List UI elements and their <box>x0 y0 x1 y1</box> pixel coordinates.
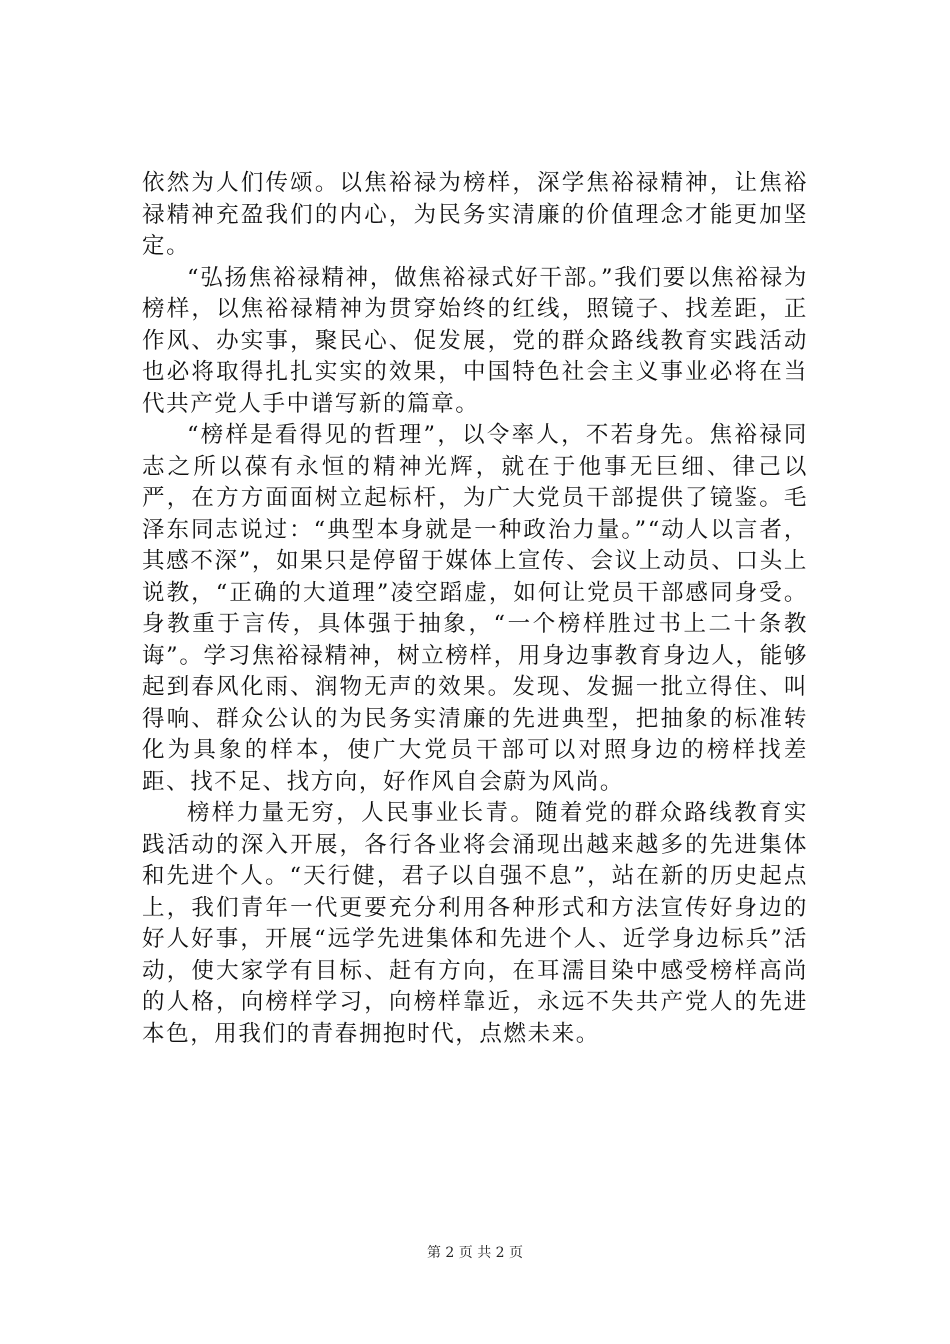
paragraph-2: “弘扬焦裕禄精神，做焦裕禄式好干部。”我们要以焦裕禄为榜样，以焦裕禄精神为贯穿始终的红线，照镜子、找差距，正作风、办实事，聚民心、促发展，党的群众路线教育实践活动也必将取得扎扎实实的效果，中国特色社会主义事业必将在当代共产党人手中谱写新的篇章。 <box>142 264 808 417</box>
paragraph-4: 榜样力量无穷，人民事业长青。随着党的群众路线教育实践活动的深入开展，各行各业将会涌现出越来越多的先进集体和先进个人。“天行健，君子以自强不息”，站在新的历史起点上，我们青年一代更要充分利用各种形式和方法宣传好身边的好人好事，开展“远学先进集体和先进个人、近学身边标兵”活动，使大家学有目标、赶有方向，在耳濡目染中感受榜样高尚的人格，向榜样学习，向榜样靠近，永远不失共产党人的先进本色，用我们的青春拥抱时代，点燃未来。 <box>142 800 808 1047</box>
paragraph-3: “榜样是看得见的哲理”，以令率人，不若身先。焦裕禄同志之所以葆有永恒的精神光辉，就在于他事无巨细、律己以严，在方方面面树立起标杆，为广大党员干部提供了镜鉴。毛泽东同志说过：“典型本身就是一种政治力量。”“动人以言者，其感不深”，如果只是停留于媒体上宣传、会议上动员、口头上说教，“正确的大道理”凌空蹈虚，如何让党员干部感同身受。身教重于言传，具体强于抽象，“一个榜样胜过书上二十条教诲”。学习焦裕禄精神，树立榜样，用身边事教育身边人，能够起到春风化雨、润物无声的效果。发现、发掘一批立得住、叫得响、群众公认的为民务实清廉的先进典型，把抽象的标准转化为具象的样本，使广大党员干部可以对照身边的榜样找差距、找不足、找方向，好作风自会蔚为风尚。 <box>142 422 808 795</box>
page-footer <box>0 1244 950 1262</box>
paragraph-1: 依然为人们传颂。以焦裕禄为榜样，深学焦裕禄精神，让焦裕禄精神充盈我们的内心，为民务实清廉的价值理念才能更加坚定。 <box>142 170 808 259</box>
page-number-label: 第 2 页 共 2 页 <box>426 1245 524 1261</box>
document-body <box>142 168 808 1050</box>
